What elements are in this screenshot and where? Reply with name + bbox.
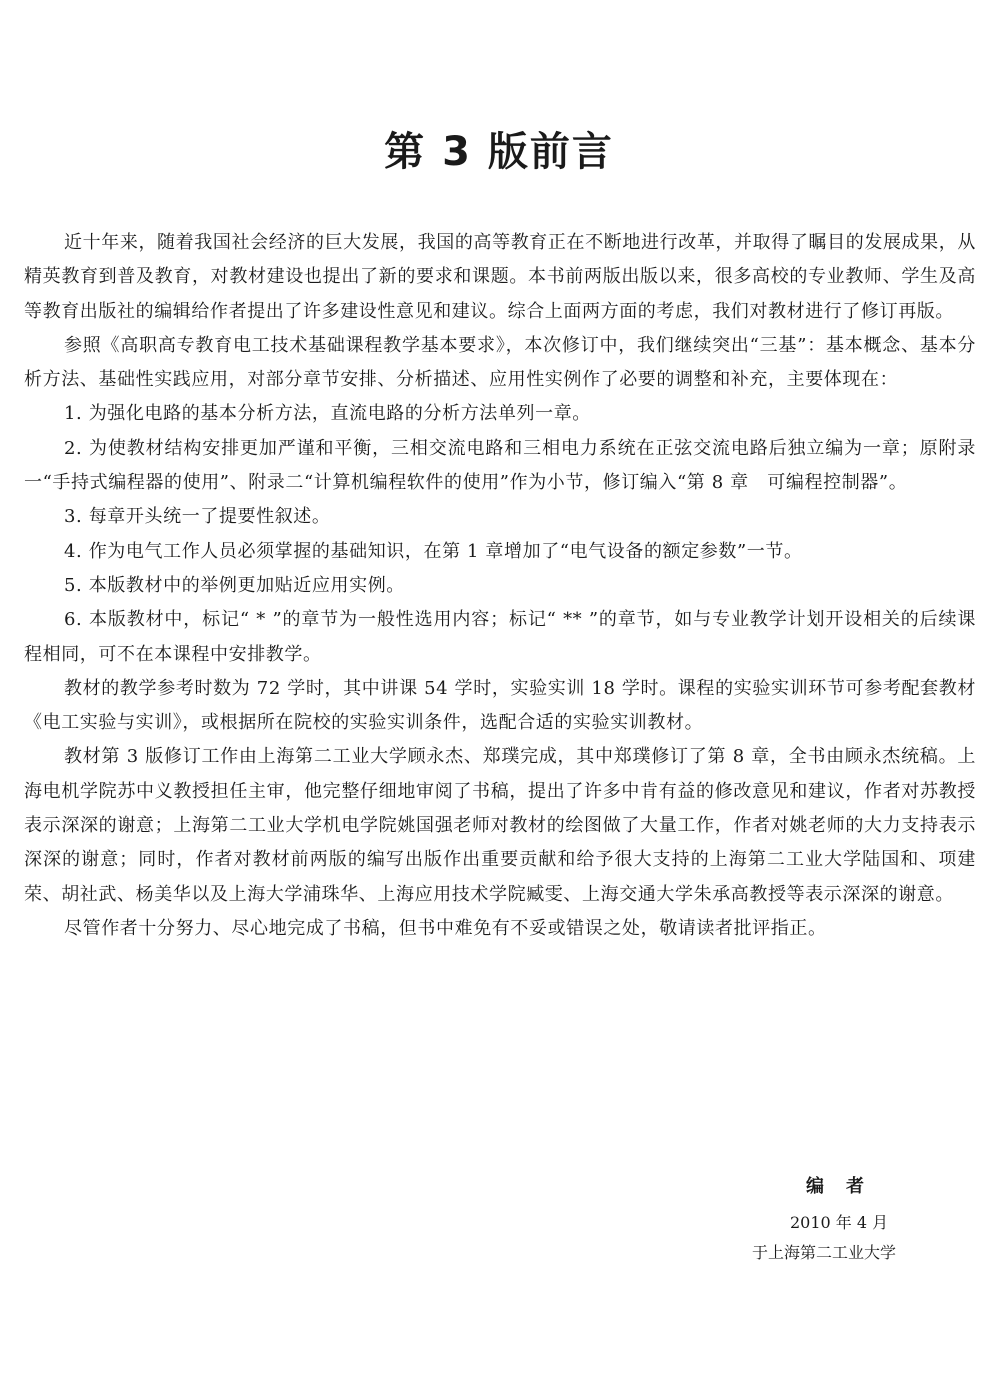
list-item: 4. 作为电气工作人员必须掌握的基础知识，在第 1 章增加了“电气设备的额定参数”一节。 (64, 540, 803, 562)
signature-date: 2010 年 4 月 (790, 1213, 889, 1232)
paragraph: 尽管作者十分努力、尽心地完成了书稿，但书中难免有不妥或错误之处，敬请读者批评指正。 (64, 917, 827, 939)
paragraph: 近十年来，随着我国社会经济的巨大发展，我国的高等教育正在不断地进行改革，并取得了瞩目的发展成果，从精英教育到普及教育，对教材建设也提出了新的要求和课题。本书前两版出版以来，很多高校的专业教师、学生及高等教育出版社的编辑给作者提出了许多建设性意见和建议。综合上面两方面的考虑，我们对教材进行了修订再版。 (24, 232, 976, 322)
page-title: 第 3 版前言 (384, 128, 614, 175)
signature-author: 编者 (806, 1176, 886, 1197)
list-item: 5. 本版教材中的举例更加贴近应用实例。 (64, 574, 405, 596)
list-item: 3. 每章开头统一了提要性叙述。 (64, 506, 331, 528)
paragraph: 教材第 3 版修订工作由上海第二工业大学顾永杰、郑璞完成，其中郑璞修订了第 8 章，全书由顾永杰统稿。上海电机学院苏中义教授担任主审，他完整仔细地审阅了书稿，提出了许多中肯有益的修改意见和建议，作者对苏教授表示深深的谢意；上海第二工业大学机电学院姚国强老师对教材的绘图做了大量工作，作者对姚老师的大力支持表示深深的谢意；同时，作者对教材前两版的编写出版作出重要贡献和给予很大支持的上海第二工业大学陆国和、项建荣、胡社武、杨美华以及上海大学浦珠华、上海应用技术学院臧雯、上海交通大学朱承高教授等表示深深的谢意。 (24, 746, 976, 905)
list-item: 6. 本版教材中，标记“ * ”的章节为一般性选用内容；标记“ ** ”的章节，如与专业教学计划开设相关的后续课程相同，可不在本课程中安排教学。 (24, 609, 976, 665)
preface-body (24, 226, 976, 946)
signature-place: 于上海第二工业大学 (752, 1243, 897, 1262)
list-item: 1. 为强化电路的基本分析方法，直流电路的分析方法单列一章。 (64, 403, 591, 425)
list-item: 2. 为使教材结构安排更加严谨和平衡，三相交流电路和三相电力系统在正弦交流电路后独立编为一章；原附录一“手持式编程器的使用”、附录二“计算机编程软件的使用”作为小节，修订编入“第 8 章 可编程控制器”。 (24, 437, 976, 494)
paragraph: 参照《高职高专教育电工技术基础课程教学基本要求》，本次修订中，我们继续突出“三基”：基本概念、基本分析方法、基础性实践应用，对部分章节安排、分析描述、应用性实例作了必要的调整和补充，主要体现在： (24, 334, 976, 391)
paragraph: 教材的教学参考时数为 72 学时，其中讲课 54 学时，实验实训 18 学时。课程的实验实训环节可参考配套教材《电工实验与实训》，或根据所在院校的实验实训条件，选配合适的实验实训教材。 (24, 677, 976, 734)
